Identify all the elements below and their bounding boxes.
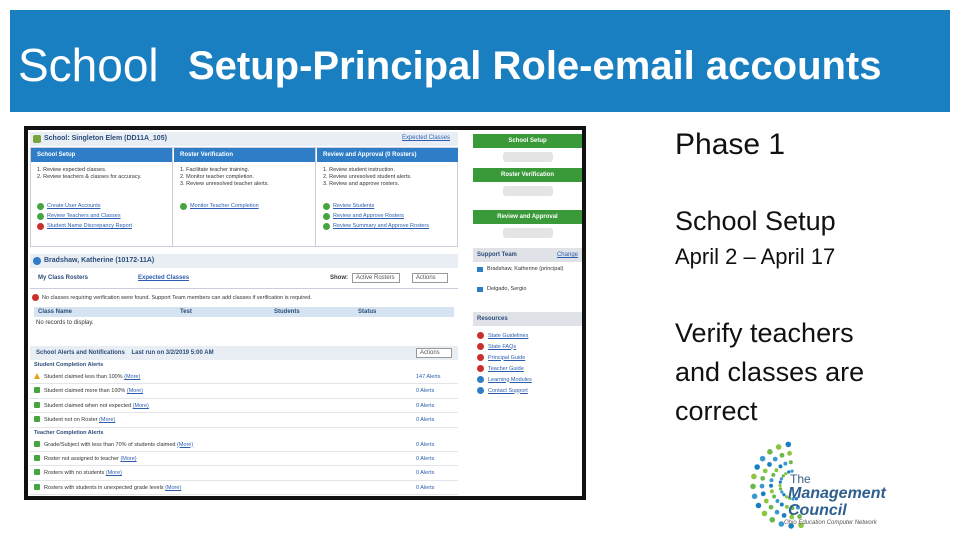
more-link[interactable]: (More) [99, 417, 116, 424]
more-link[interactable]: (More) [105, 470, 122, 477]
alert-row [30, 466, 458, 480]
alert-text: Rosters with no students (More) [44, 470, 122, 477]
arrow-icon [37, 203, 44, 210]
column-heading[interactable]: School Setup [31, 148, 172, 162]
review-approve-rosters-link[interactable]: Review and Approve Rosters [317, 211, 458, 221]
col-test[interactable]: Test [180, 309, 192, 315]
alert-row [30, 452, 458, 466]
alert-row [30, 413, 458, 427]
col-students[interactable]: Students [274, 309, 300, 315]
alert-text: Student not on Roster (More) [44, 417, 116, 424]
column-roster-verification [174, 148, 316, 246]
school-header [30, 132, 458, 146]
alert-count-link[interactable]: 0 Alerts [416, 417, 435, 424]
person-icon [477, 287, 483, 292]
alerts-header [30, 346, 458, 360]
verify-text: Verify teachers and classes are correct [675, 318, 865, 426]
slide-title-part2: Setup-Principal Role-email accounts [188, 44, 882, 88]
support-member: Bradshaw, Katherine (principal) [477, 266, 577, 273]
more-link[interactable]: (More) [124, 374, 141, 380]
student-alerts-group: Student Completion Alerts [34, 362, 104, 368]
review-teachers-classes-link[interactable]: Review Teachers and Classes [31, 211, 172, 221]
step-text: 3. Review unresolved teacher alerts. [180, 181, 269, 187]
teacher-header [30, 254, 458, 268]
state-guidelines-link[interactable]: State Guidelines [477, 332, 528, 339]
pdf-icon [37, 223, 44, 230]
change-link[interactable]: Change [556, 252, 578, 258]
blurred-status [503, 186, 553, 196]
alert-row [30, 384, 458, 398]
actions-select[interactable]: Actions [412, 273, 448, 283]
step-text: 3. Review and approve rosters. [323, 181, 400, 187]
review-students-link[interactable]: Review Students [317, 201, 458, 211]
check-icon [34, 484, 40, 490]
sidebar [473, 130, 582, 496]
step-text: 2. Review teachers & classes for accuracy. [37, 174, 142, 180]
step-text: 1. Facilitate teacher training. [180, 167, 250, 173]
teacher-name: Bradshaw, Katherine (10172-11A) [44, 257, 155, 264]
alert-count-link[interactable]: 147 Alerts [416, 374, 441, 380]
alert-text: Student claimed less than 100% (More) [44, 374, 141, 380]
step-text: 2. Monitor teacher completion. [180, 174, 254, 180]
blurred-status [503, 152, 553, 162]
school-setup-label: School Setup [675, 206, 836, 236]
video-icon [477, 376, 484, 383]
alert-text: Roster not assigned to teacher (More) [44, 455, 137, 462]
more-link[interactable]: (More) [177, 441, 194, 448]
column-school-setup [31, 148, 173, 246]
teacher-alerts-group: Teacher Completion Alerts [34, 429, 104, 436]
alert-count-link[interactable]: 0 Alerts [416, 441, 435, 448]
check-icon [34, 441, 40, 447]
roster-verification-button[interactable]: Roster Verification [473, 168, 582, 182]
phase-label: Phase 1 [675, 128, 786, 161]
alert-text: Rosters with students in unexpected grade levels (More) [44, 484, 182, 491]
check-icon [34, 387, 40, 393]
arrow-icon [180, 203, 187, 210]
alert-text: Student claimed when not expected (More) [44, 402, 149, 409]
contact-support-link[interactable]: Contact Support [477, 387, 528, 394]
alert-row [30, 399, 458, 413]
pdf-icon [477, 365, 484, 372]
workflow-columns [30, 147, 458, 247]
expected-classes-link[interactable]: Expected Classes [401, 135, 450, 141]
help-icon [477, 387, 484, 394]
step-text: 2. Review unresolved student alerts. [323, 174, 412, 180]
support-team-header: Support Team Change [473, 248, 582, 262]
alerts-actions-select[interactable]: Actions [416, 348, 452, 358]
tab-my-class-rosters[interactable]: My Class Rosters [38, 275, 89, 281]
slide-title-part1: School [18, 39, 159, 91]
alert-count-link[interactable]: 0 Alerts [416, 402, 435, 409]
alert-count-link[interactable]: 0 Alerts [416, 470, 435, 477]
column-review-approval [317, 148, 458, 246]
roster-tabs [30, 269, 458, 289]
arrow-icon [323, 223, 330, 230]
more-link[interactable]: (More) [120, 455, 137, 462]
arrow-icon [323, 213, 330, 220]
alert-count-link[interactable]: 0 Alerts [416, 484, 435, 491]
state-faqs-link[interactable]: State FAQs [477, 343, 516, 350]
app-screenshot [24, 126, 586, 500]
error-icon [32, 294, 39, 301]
check-icon [34, 402, 40, 408]
no-classes-warning: No classes requiring verification were found. Support Team members can add classes if verification is required. [32, 294, 312, 301]
slide-title-bar [10, 10, 950, 112]
management-council-logo: The Management Council Ohio Education Computer Network [748, 440, 898, 530]
arrow-icon [323, 203, 330, 210]
teacher-guide-link[interactable]: Teacher Guide [477, 365, 524, 372]
arrow-icon [37, 213, 44, 220]
more-link[interactable]: (More) [126, 388, 144, 395]
support-member: Delgado, Sergio [477, 286, 526, 293]
alerts-list [30, 362, 458, 495]
review-approval-button[interactable]: Review and Approval [473, 210, 582, 224]
monitor-teacher-completion-link[interactable]: Monitor Teacher Completion [174, 201, 315, 211]
column-heading[interactable]: Roster Verification [174, 148, 315, 162]
review-summary-link[interactable]: Review Summary and Approve Rosters [317, 221, 458, 231]
roster-table-header [34, 307, 454, 317]
date-range: April 2 – April 17 [675, 244, 836, 269]
alert-row [30, 370, 458, 384]
more-link[interactable]: (More) [132, 402, 149, 409]
alert-count-link[interactable]: 0 Alerts [416, 455, 435, 462]
tab-expected-classes[interactable]: Expected Classes [138, 275, 190, 281]
blurred-status [503, 228, 553, 238]
resources-header: Resources [473, 312, 582, 326]
check-icon [34, 455, 40, 461]
pdf-icon [477, 354, 484, 361]
alert-row [30, 438, 458, 452]
school-name: School: Singleton Elem (DD11A_105) [44, 135, 167, 142]
pdf-icon [477, 332, 484, 339]
show-label: Show: [330, 275, 348, 281]
person-icon [33, 257, 41, 265]
step-text: 1. Review expected classes. [37, 167, 107, 173]
show-select[interactable]: Active Rosters [352, 273, 400, 283]
warning-icon [34, 373, 40, 379]
person-icon [477, 267, 483, 272]
col-status[interactable]: Status [358, 309, 377, 315]
alert-text: Grade/Subject with less than 70% of students claimed (More) [44, 441, 194, 448]
alert-text: Student claimed more than 100% (More) [44, 388, 144, 395]
school-icon [33, 135, 41, 143]
school-setup-button[interactable]: School Setup [473, 134, 582, 148]
alert-row [30, 481, 458, 495]
alerts-title: School Alerts and Notifications Last run on 3/2/2019 5:00 AM [36, 350, 214, 356]
student-name-discrepancy-link[interactable]: Student Name Discrepancy Report [31, 221, 172, 231]
step-text: 1. Review student instruction. [323, 167, 395, 173]
create-user-accounts-link[interactable]: Create User Accounts [31, 201, 172, 211]
alert-count-link[interactable]: 0 Alerts [416, 388, 435, 395]
learning-modules-link[interactable]: Learning Modules [477, 376, 532, 383]
no-records-text: No records to display. [36, 320, 94, 326]
main-panel [28, 130, 460, 496]
col-class-name[interactable]: Class Name [38, 309, 73, 315]
principal-guide-link[interactable]: Principal Guide [477, 354, 525, 361]
pdf-icon [477, 343, 484, 350]
check-icon [34, 469, 40, 475]
column-heading[interactable]: Review and Approval (0 Rosters) [317, 148, 458, 162]
more-link[interactable]: (More) [165, 484, 182, 491]
check-icon [34, 416, 40, 422]
